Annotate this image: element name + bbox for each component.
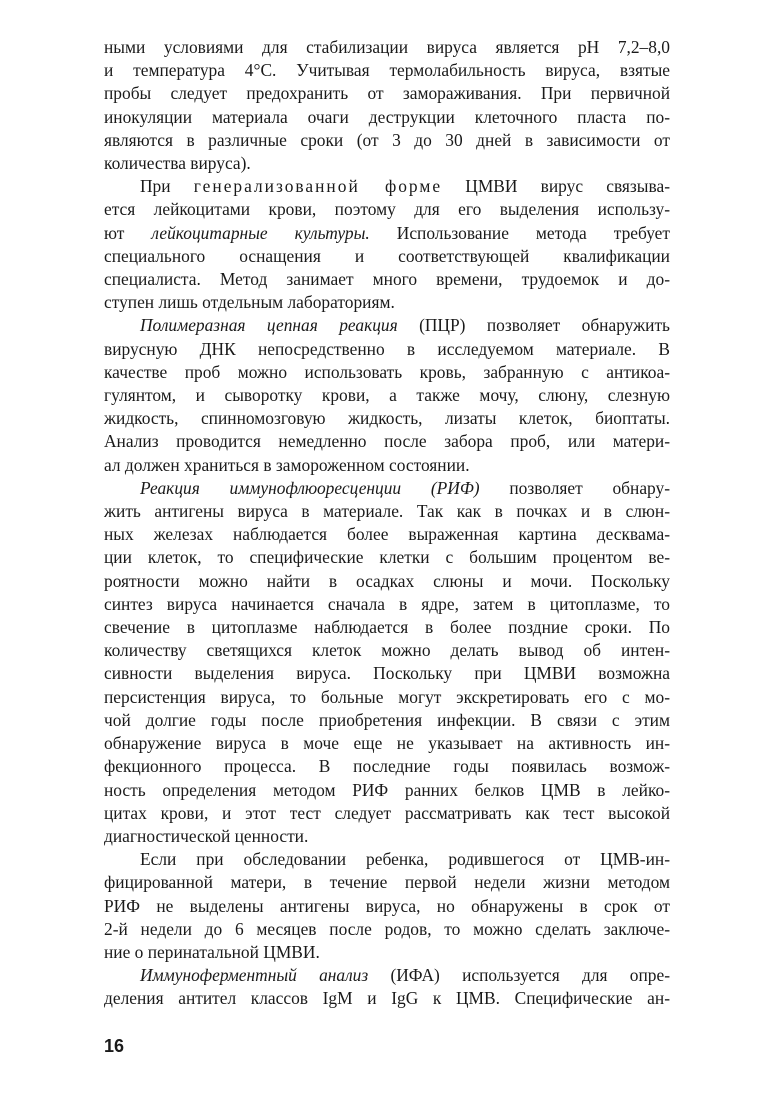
text-line xyxy=(104,222,670,245)
text-line: роятности можно найти в осадках слюны и мочи. Поскольку xyxy=(104,570,670,591)
text-line: персистенция вируса, то больные могут экскретировать его с мо- xyxy=(104,686,670,707)
text-line: жить антигены вируса в материале. Так как в почках и в слюн- xyxy=(104,501,670,522)
page-number: 16 xyxy=(104,1036,125,1056)
italic-term: лейкоцитарные культуры. xyxy=(151,222,370,243)
text-line xyxy=(104,314,670,337)
text-line: специалиста. Метод занимает много времени, трудоемок и до- xyxy=(104,269,670,290)
text-line: свечение в цитоплазме наблюдается в более поздние сроки. По xyxy=(104,617,670,638)
text-line: ступен лишь отдельным лабораториям. xyxy=(104,292,395,313)
text-line: синтез вируса начинается сначала в ядре, затем в цитоплазме, то xyxy=(104,593,670,614)
text-line: качестве проб можно использовать кровь, забранную с антикоа- xyxy=(104,361,670,382)
paragraph-4 xyxy=(104,477,670,848)
text-run: (ИФА) используется для опре- xyxy=(368,965,671,986)
text-line: пробы следует предохранить от замораживания. При первичной xyxy=(104,83,670,104)
text-line: обнаружение вируса в моче еще не указывает на активность ин- xyxy=(104,733,670,754)
text-line: ал должен храниться в замороженном состоянии. xyxy=(104,454,470,475)
paragraph-6 xyxy=(104,964,670,1010)
text-line: ется лейкоцитами крови, поэтому для его выделения использу- xyxy=(104,199,670,220)
text-run: При xyxy=(140,176,194,197)
text-line: ных железах наблюдается более выраженная картина десквама- xyxy=(104,524,670,545)
text-line: ность определения методом РИФ ранних белков ЦМВ в лейко- xyxy=(104,779,670,800)
text-line: гулянтом, и сыворотку крови, а также мочу, слюну, слезную xyxy=(104,385,670,406)
italic-term: Иммуноферментный анализ xyxy=(140,965,369,986)
text-line: являются в различные сроки (от 3 до 30 дней в зависимости от xyxy=(104,129,670,150)
text-line: ными условиями для стабилизации вируса является pH 7,2–8,0 xyxy=(104,37,670,57)
text-line: вирусную ДНК непосредственно в исследуемом материале. В xyxy=(104,338,670,359)
text-line: цитах крови, и этот тест следует рассматривать как тест высокой xyxy=(104,802,670,823)
text-line: чой долгие годы после приобретения инфекции. В связи с этим xyxy=(104,709,670,730)
text-run: (ПЦР) позволяет обнаружить xyxy=(397,315,670,336)
italic-term: Полимеразная цепная реакция xyxy=(140,315,398,336)
spaced-term: генерализованной форме xyxy=(193,176,443,197)
paragraph-5 xyxy=(104,848,670,964)
text-line: количества вируса). xyxy=(104,153,251,174)
paragraph-3 xyxy=(104,314,670,476)
text-line: деления антител классов IgM и IgG к ЦМВ. Специфические ан- xyxy=(104,988,670,1009)
text-line: количеству светящихся клеток можно делать вывод об интен- xyxy=(104,640,670,661)
paragraph-1 xyxy=(104,36,670,175)
text-line: жидкость, спинномозговую жидкость, лизаты клеток, биоптаты. xyxy=(104,408,670,429)
page-body xyxy=(104,36,670,1011)
text-line xyxy=(104,175,670,198)
text-line: 2-й недели до 6 месяцев после родов, то можно сделать заключе- xyxy=(104,918,670,939)
text-line: фекционного процесса. В последние годы появилась возмож- xyxy=(104,756,670,777)
text-line: Анализ проводится немедленно после забора проб, или матери- xyxy=(104,431,670,452)
text-run: ЦМВИ вирус связыва- xyxy=(442,176,670,197)
text-line: фицированной матери, в течение первой недели жизни методом xyxy=(104,872,670,893)
text-run: ют xyxy=(104,222,152,243)
italic-term: Реакция иммунофлюоресценции (РИФ) xyxy=(140,477,480,498)
text-line: диагностической ценности. xyxy=(104,825,309,846)
text-line: инокуляции материала очаги деструкции клеточного пласта по- xyxy=(104,106,670,127)
text-line: ции клеток, то специфические клетки с большим процентом ве- xyxy=(104,547,670,568)
text-run: позволяет обнару- xyxy=(479,477,670,498)
text-line: Если при обследовании ребенка, родившегося от ЦМВ-ин- xyxy=(140,849,670,870)
text-line: сивности выделения вируса. Поскольку при ЦМВИ возможна xyxy=(104,663,670,684)
text-line xyxy=(104,477,670,500)
text-line: и температура 4°С. Учитывая термолабильность вируса, взятые xyxy=(104,60,670,81)
text-line: РИФ не выделены антигены вируса, но обнаружены в срок от xyxy=(104,895,670,916)
text-line xyxy=(104,964,670,987)
text-line: ние о перинатальной ЦМВИ. xyxy=(104,941,320,962)
text-run: Использование метода требует xyxy=(369,222,670,243)
text-line: специального оснащения и соответствующей квалификации xyxy=(104,245,670,266)
paragraph-2 xyxy=(104,175,670,314)
